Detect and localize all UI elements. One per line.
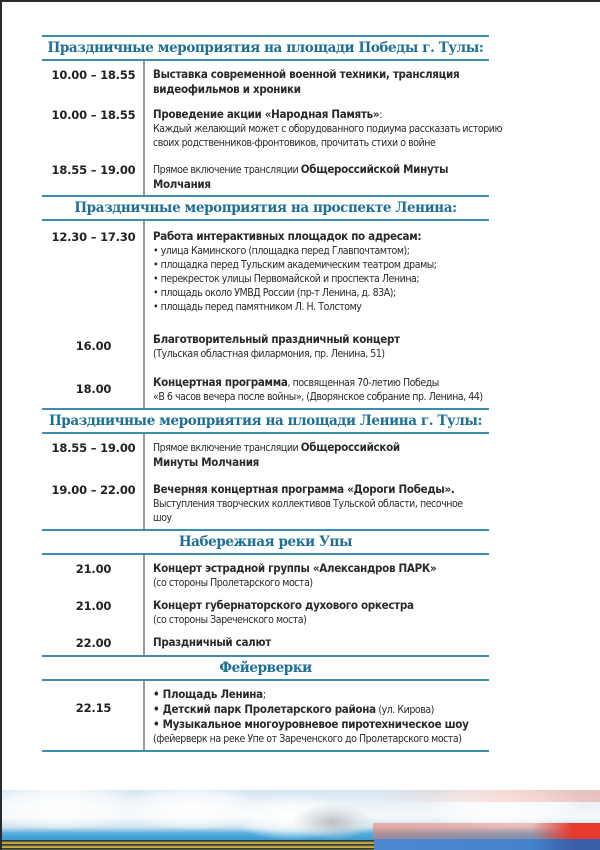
- description-line: [153, 67, 459, 82]
- description-line: [153, 440, 400, 455]
- event-row: [42, 681, 489, 750]
- regular-text: • площадка перед Тульским академическим театром драмы;: [153, 259, 437, 271]
- regular-text: • перекресток улицы Первомайской и проспекта Ленина;: [153, 273, 420, 285]
- description-line: [153, 122, 502, 136]
- event-row: [42, 365, 489, 408]
- bold-text: Работа интерактивных площадок по адресам:: [153, 229, 422, 243]
- event-time: 21.00: [75, 562, 112, 576]
- description-line: [153, 687, 469, 702]
- description-line: [153, 107, 502, 122]
- event-description: [145, 162, 448, 192]
- event-description: [145, 332, 400, 361]
- regular-text: (со стороны Пролетарского моста): [153, 577, 313, 589]
- event-schedule: [42, 35, 502, 752]
- regular-text: • площадь перед памятником Л. Н. Толстому: [153, 301, 362, 313]
- regular-text: Каждый желающий может с оборудованного подиума рассказать историю: [153, 123, 502, 135]
- event-time: 22.15: [75, 701, 112, 715]
- schedule-section: [42, 529, 489, 655]
- regular-text: , посвященная 70-летию Победы: [287, 377, 439, 389]
- regular-text: Прямое включение трансляции: [153, 442, 301, 454]
- event-time: 19.00 – 22.00: [51, 483, 136, 497]
- event-row: [42, 156, 489, 195]
- description-line: [153, 286, 437, 300]
- regular-text: (Тульская областная филармония, пр. Ленина, 51): [153, 348, 385, 360]
- decorative-banner: [2, 790, 600, 850]
- event-time: 16.00: [75, 339, 112, 353]
- bold-text: Праздничный салют: [153, 635, 271, 649]
- description-line: [153, 82, 459, 97]
- description-line: [153, 732, 469, 746]
- event-description: [145, 687, 469, 746]
- event-row: [42, 434, 489, 474]
- regular-text: своих родственников-фронтовиков, прочитать стихи о войне: [153, 137, 436, 149]
- bold-text: Концерт губернаторского духового оркестра: [153, 598, 414, 612]
- event-row: [42, 103, 502, 156]
- bold-text: Молчания: [153, 177, 211, 191]
- event-description: [145, 440, 400, 470]
- event-time: 12.30 – 17.30: [51, 230, 136, 244]
- regular-text: (ул. Кирова): [375, 704, 434, 716]
- description-line: [153, 162, 448, 177]
- event-row: [42, 474, 489, 529]
- event-row: [42, 630, 489, 655]
- event-description: [145, 375, 483, 404]
- event-description: [145, 107, 502, 150]
- event-time: 10.00 – 18.55: [51, 68, 136, 82]
- description-line: [153, 702, 469, 717]
- section-title: Набережная реки Упы: [42, 529, 489, 555]
- regular-text: (фейерверк на реке Упе от Зареченского до Пролетарского моста): [153, 733, 462, 745]
- description-line: [153, 375, 483, 390]
- regular-text: Прямое включение трансляции: [153, 164, 301, 176]
- bold-text: Общероссийской: [300, 440, 400, 454]
- bold-text: Благотворительный праздничный концерт: [153, 332, 400, 346]
- section-title: Фейерверки: [42, 655, 489, 681]
- description-line: [153, 455, 400, 470]
- bold-text: Вечерняя концертная программа «Дороги Победы».: [153, 482, 455, 496]
- event-row: [42, 324, 489, 365]
- schedule-section: [42, 408, 489, 529]
- regular-text: Выступления творческих коллективов Тульской области, песочное: [153, 498, 463, 510]
- bold-text: Проведение акции «Народная Память»: [153, 107, 380, 121]
- page-border-left: [0, 0, 2, 850]
- event-row: [42, 555, 489, 593]
- event-row: [42, 61, 489, 103]
- event-time: 18.55 – 19.00: [51, 441, 136, 455]
- section-rows: [42, 61, 502, 195]
- st-george-ribbon: [2, 840, 374, 850]
- event-description: [145, 635, 271, 650]
- description-line: [153, 511, 463, 525]
- description-line: [153, 244, 437, 258]
- bold-text: Концерт эстрадной группы «Александров ПАРК»: [153, 561, 437, 575]
- event-time: 18.00: [75, 382, 112, 396]
- regular-text: «В 6 часов вечера после войны», (Дворянское собрание пр. Ленина, 44): [153, 391, 483, 403]
- event-time: 10.00 – 18.55: [51, 108, 136, 122]
- section-title: Праздничные мероприятия на площади Ленина г. Тулы:: [42, 408, 489, 434]
- regular-text: (со стороны Зареченского моста): [153, 614, 307, 626]
- page-border-top: [0, 0, 600, 2]
- section-rows: [42, 434, 489, 529]
- description-line: [153, 613, 414, 627]
- regular-text: шоу: [153, 512, 172, 524]
- schedule-section: [42, 655, 489, 750]
- bold-text: Концертная программа: [153, 375, 288, 389]
- bold-text: • Площадь Ленина: [153, 687, 263, 701]
- schedule-section: [42, 195, 489, 408]
- description-line: [153, 229, 437, 244]
- event-description: [145, 67, 459, 97]
- event-description: [145, 598, 414, 627]
- description-line: [153, 300, 437, 314]
- bold-text: видеофильмов и хроники: [153, 82, 301, 96]
- section-rows: [42, 221, 489, 408]
- regular-text: ;: [262, 689, 266, 701]
- description-line: [153, 258, 437, 272]
- flag-stripe-blue: [373, 839, 600, 850]
- event-time: 22.00: [75, 636, 112, 650]
- description-line: [153, 576, 436, 590]
- description-line: [153, 635, 271, 650]
- event-row: [42, 221, 489, 324]
- description-line: [153, 347, 400, 361]
- bold-text: Общероссийской Минуты: [300, 162, 449, 176]
- bold-text: Выставка современной военной техники, трансляция: [153, 67, 460, 81]
- flag-stripe-red: [373, 823, 600, 839]
- event-time: 18.55 – 19.00: [51, 163, 136, 177]
- section-rows: [42, 555, 489, 655]
- schedule-section: [42, 35, 502, 195]
- section-title: Праздничные мероприятия на площади Победы г. Тулы:: [42, 35, 489, 61]
- bold-text: • Детский парк Пролетарского района: [153, 702, 376, 716]
- closing-rule: [42, 750, 489, 752]
- flag-stripe-white: [373, 790, 600, 802]
- description-line: [153, 497, 463, 511]
- description-line: [153, 332, 400, 347]
- regular-text: • площадь около УМВД России (пр-т Ленина, д. 83А);: [153, 287, 396, 299]
- event-row: [42, 593, 489, 630]
- bold-text: Минуты Молчания: [153, 455, 260, 469]
- regular-text: :: [379, 109, 382, 121]
- description-line: [153, 272, 437, 286]
- description-line: [153, 177, 448, 192]
- description-line: [153, 390, 483, 404]
- section-rows: [42, 681, 489, 750]
- regular-text: • улица Каминского (площадка перед Главпочтамтом);: [153, 245, 410, 257]
- event-time: 21.00: [75, 599, 112, 613]
- bold-text: • Музыкальное многоуровневое пиротехническое шоу: [153, 717, 469, 731]
- description-line: [153, 598, 414, 613]
- cloud-image: [292, 804, 372, 840]
- event-description: [145, 482, 463, 525]
- event-description: [145, 561, 436, 590]
- section-title: Праздничные мероприятия на проспекте Ленина:: [42, 195, 489, 221]
- description-line: [153, 136, 502, 150]
- event-description: [145, 229, 437, 314]
- description-line: [153, 561, 436, 576]
- description-line: [153, 482, 463, 497]
- description-line: [153, 717, 469, 732]
